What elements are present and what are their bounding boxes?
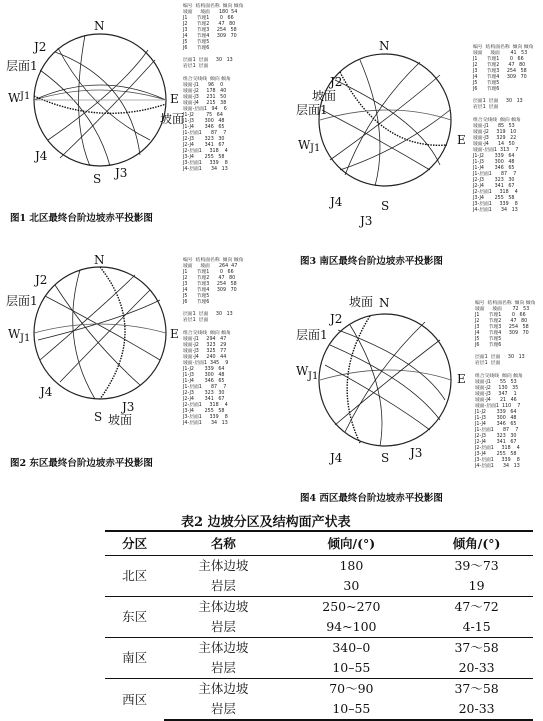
fig1-label-n: N xyxy=(94,19,105,33)
fig1-label-w: W xyxy=(8,91,21,105)
dip-dir-cell: 340–0 xyxy=(283,638,421,659)
fig4-label-j1: J1 xyxy=(308,371,319,382)
fig3-label-s: S xyxy=(381,199,390,213)
fig4-caption: 图4 西区最终台阶边坡赤平投影图 xyxy=(300,493,443,504)
table2-header: 倾角/(°) xyxy=(420,531,533,556)
fig2-label-slope: 坡面 xyxy=(108,413,133,427)
fig1-data-table: 编号 结构面名称 倾向 倾角 坡面 坡面 180 54 J1 节理1 0 66 J2 节理2 47 80 J3 节理3 254 58 J4 节理4 309 70 J5 节理5 J6 节理6 层面1 层面 30 13 岩层1 层面 组合交线线 倾向 倾角 坡面-J1 96 0 坡面-J2 178 40 坡面-J3 231 50 坡面-J4 215 38 坡面-层面1 94 6 J1-J2 75 64 J1-J3 300 48 J1-J4 346 65 J1-层面1 87 7 J2-J3 323 30 J2-J4 341 67 J2-层面1 318 4 J3-J4 255 58 J3-层面1 339 8 J4-层面1 34 13 xyxy=(183,4,244,173)
dip-cell: 37～58 xyxy=(420,638,533,659)
name-cell: 主体边坡 xyxy=(164,556,282,577)
fig2-label-j2: J2 xyxy=(35,273,48,287)
dip-dir-cell: 10–55 xyxy=(283,699,421,720)
dip-cell: 37～58 xyxy=(420,679,533,700)
fig4-label-e: E xyxy=(457,372,466,386)
table-row xyxy=(105,576,533,597)
name-cell: 主体边坡 xyxy=(164,679,282,700)
dip-cell: 4-15 xyxy=(462,619,491,634)
table2-header: 分区 xyxy=(105,531,164,556)
zone-cell: 南区 xyxy=(105,638,164,679)
dip-dir-cell: 30 xyxy=(343,578,360,593)
fig3-label-j3: J3 xyxy=(360,214,373,228)
fig4-label-j4: J4 xyxy=(330,451,343,465)
fig2-label-j4: J4 xyxy=(40,385,53,399)
dip-dir-cell: 250~270 xyxy=(283,597,421,618)
table-row xyxy=(105,699,533,720)
table2-title: 表2 边坡分区及结构面产状表 xyxy=(181,515,351,530)
table-row xyxy=(105,679,533,700)
dip-cell: 39～73 xyxy=(420,556,533,577)
zone-cell: 东区 xyxy=(105,597,164,638)
fig3-label-e: E xyxy=(457,133,466,147)
dip-cell: 19 xyxy=(468,578,485,593)
fig3-label-slope: 坡面 xyxy=(312,89,337,103)
fig2-data-table: 编号 结构面名称 倾向 倾角 坡面 坡面 264 47 J1 节理1 0 66 J2 节理2 47 80 J3 节理3 254 58 J4 节理4 309 70 J5 节理5 J6 节理6 层面1 层面 30 13 岩层1 层面 组合交线线 倾向 倾角 坡面-J1 294 47 坡面-J2 323 29 坡面-J3 325 77 坡面-J4 240 44 坡面-层面1 345 9 J1-J2 339 64 J1-J3 300 48 J1-J4 346 65 J1-层面1 87 7 J2-J3 323 30 J2-J4 341 67 J2-层面1 318 4 J3-J4 255 58 J3-层面1 339 8 J4-层面1 34 13 xyxy=(183,258,244,427)
fig1-label-j2: J2 xyxy=(34,40,47,54)
fig4-label-s: S xyxy=(381,451,390,465)
table2-header: 倾向/(°) xyxy=(283,531,421,556)
name-cell: 岩层 xyxy=(210,660,236,675)
fig4-label-j3: J3 xyxy=(410,446,423,460)
dip-cell: 20-33 xyxy=(420,699,533,720)
fig1-label-j4: J4 xyxy=(35,149,48,163)
fig3-label-j1: J1 xyxy=(310,143,321,154)
table-row xyxy=(105,638,533,659)
table-row xyxy=(105,556,533,577)
table2-header: 名称 xyxy=(164,531,282,556)
dip-dir-cell: 180 xyxy=(283,556,421,577)
fig2-label-s: S xyxy=(94,410,103,424)
dip-dir-cell: 70～90 xyxy=(283,679,421,700)
fig1-label-e: E xyxy=(170,92,179,106)
fig1-label-j3: J3 xyxy=(115,166,128,180)
table-row xyxy=(105,617,533,638)
fig4-label-slope: 坡面 xyxy=(349,295,374,309)
fig2-label-j3: J3 xyxy=(122,400,135,414)
fig3-label-n: N xyxy=(379,39,390,53)
dip-cell: 47～72 xyxy=(420,597,533,618)
fig4-data-table: 编号 结构面名称 倾向 倾角 坡面 坡面 72 53 J1 节理1 0 66 J2 节理2 47 80 J3 节理3 254 58 J4 节理4 309 70 J5 节理5 J6 节理6 层面1 层面 30 13 岩层1 层面 组合交线线 倾向 倾角 坡面-J1 55 53 坡面-J2 130 35 坡面-J3 347 1 坡面-J4 21 46 坡面-层面1 110 7 J1-J2 339 64 J1-J3 300 48 J1-J4 346 65 J1-层面1 87 7 J2-J3 323 30 J2-J4 341 67 J2-层面1 318 4 J3-J4 255 58 J3-层面1 339 8 J4-层面1 34 13 xyxy=(475,301,536,470)
fig3-label-j2: J2 xyxy=(330,75,343,89)
fig2-caption: 图2 东区最终台阶边坡赤平投影图 xyxy=(10,458,153,469)
name-cell: 主体边坡 xyxy=(164,638,282,659)
name-cell: 主体边坡 xyxy=(164,597,282,618)
fig3-label-w: W xyxy=(298,138,311,152)
fig1-caption: 图1 北区最终台阶边坡赤平投影图 xyxy=(10,213,153,224)
fig4-label-layer: 层面1 xyxy=(296,328,328,342)
name-cell: 岩层 xyxy=(210,619,236,634)
name-cell: 岩层 xyxy=(164,699,282,720)
fig3-data-table: 编号 结构面名称 倾向 倾角 坡面 坡面 41 53 J1 节理1 0 66 J2 节理2 47 80 J3 节理3 254 58 J4 节理4 309 70 J5 节理5 J6 节理6 层面1 层面 30 13 岩层1 层面 组合交线线 倾向 倾角 坡面-J1 85 53 坡面-J2 319 10 坡面-J3 329 22 坡面-J4 14 50 坡面-层面1 313 7 J1-J2 339 64 J1-J3 300 48 J1-J4 346 65 J1-层面1 87 7 J2-J3 323 30 J2-J4 341 67 J2-层面1 318 4 J3-J4 255 58 J3-层面1 339 8 J4-层面1 34 13 xyxy=(473,45,534,214)
fig1-label-j1: J1 xyxy=(20,91,31,102)
table-row xyxy=(105,658,533,679)
fig3-caption: 图3 南区最终台阶边坡赤平投影图 xyxy=(300,256,443,267)
dip-cell: 20-33 xyxy=(458,660,495,675)
fig4-label-j2: J2 xyxy=(330,312,343,326)
fig1-label-layer: 层面1 xyxy=(6,59,38,73)
dip-dir-cell: 94~100 xyxy=(326,619,377,634)
fig3-label-j4: J4 xyxy=(330,195,343,209)
fig1-label-slope: 坡面 xyxy=(160,112,185,126)
fig4-label-w: W xyxy=(296,364,309,378)
fig2-label-e: E xyxy=(170,327,179,341)
fig2-label-layer: 层面1 xyxy=(6,294,38,308)
fig2-label-n: N xyxy=(94,253,105,267)
fig1-label-s: S xyxy=(93,172,102,186)
fig3-label-layer: 层面1 xyxy=(296,103,328,117)
dip-dir-cell: 10–55 xyxy=(332,660,371,675)
zone-cell: 北区 xyxy=(105,556,164,597)
name-cell: 岩层 xyxy=(210,578,236,593)
table2-header-row xyxy=(105,531,533,556)
fig2-label-j1: J1 xyxy=(20,333,31,344)
table-row xyxy=(105,597,533,618)
table2 xyxy=(105,530,533,721)
fig4-label-n: N xyxy=(379,296,390,310)
zone-cell: 西区 xyxy=(105,679,164,721)
fig2-label-w: W xyxy=(8,327,21,341)
